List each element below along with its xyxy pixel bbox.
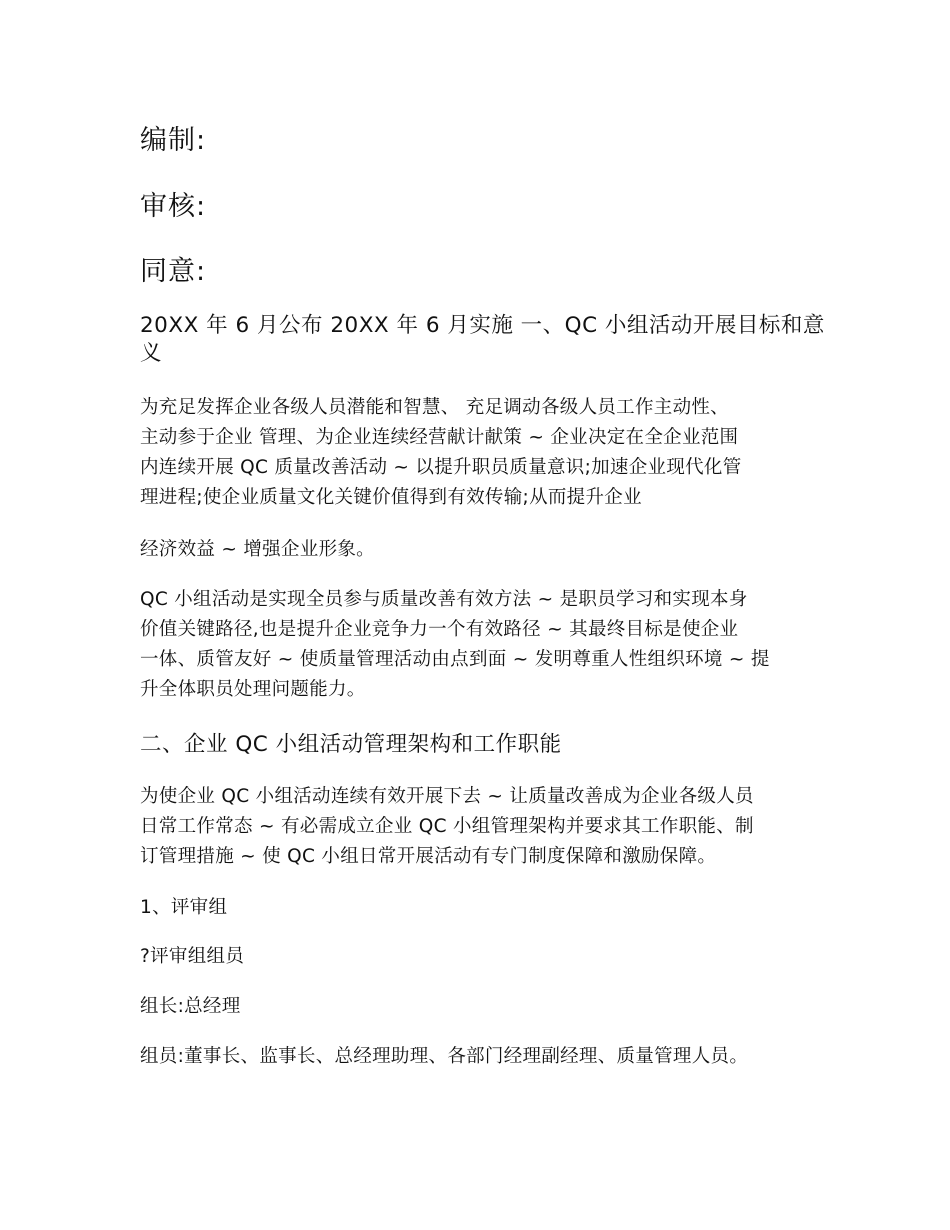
paragraph-line: 内连续开展 QC 质量改善活动 ~ 以提升职员质量意识;加速企业现代化管 <box>140 457 742 478</box>
paragraph-line: 为使企业 QC 小组活动连续有效开展下去 ~ 让质量改善成为企业各级人员 <box>140 786 754 807</box>
signature-compiled: 编制: <box>140 125 207 156</box>
heading-line: 20XX 年 6 月公布 20XX 年 6 月实施 一、QC 小组活动开展目标和意 <box>140 313 825 338</box>
paragraph-line: 一体、质管友好 ~ 使质量管理活动由点到面 ~ 发明尊重人性组织环境 ~ 提 <box>140 649 770 670</box>
heading-line: 义 <box>140 341 163 366</box>
paragraph-line: 理进程;使企业质量文化关键价值得到有效传输;从而提升企业 <box>140 487 642 508</box>
paragraph-qc-activity <box>140 585 815 705</box>
paragraph-line: 价值关键路径,也是提升企业竞争力一个有效路径 ~ 其最终目标是使企业 <box>140 619 739 640</box>
paragraph-purpose <box>140 393 815 513</box>
paragraph-organization <box>140 782 815 872</box>
paragraph-line: 订管理措施 ~ 使 QC 小组日常开展活动有专门制度保障和激励保障。 <box>140 846 717 867</box>
paragraph-line: 升全体职员处理问题能力。 <box>140 679 366 700</box>
paragraph-line: QC 小组活动是实现全员参与质量改善有效方法 ~ 是职员学习和实现本身 <box>140 589 748 610</box>
item-review-group: 1、评审组 <box>140 897 228 918</box>
dates-and-section1-heading <box>140 312 825 368</box>
signature-reviewed: 审核: <box>140 191 207 222</box>
paragraph-benefit <box>140 535 815 565</box>
group-members: 组员:董事长、监事长、总经理助理、各部门经理副经理、质量管理人员。 <box>140 1046 749 1067</box>
item-review-group-members: ?评审组组员 <box>140 946 245 967</box>
group-leader: 组长:总经理 <box>140 996 241 1017</box>
paragraph-line: 经济效益 ~ 增强企业形象。 <box>140 539 375 560</box>
signature-approved: 同意: <box>140 256 207 287</box>
paragraph-line: 主动参于企业 管理、为企业连续经营献计献策 ~ 企业决定在全企业范围 <box>140 427 739 448</box>
paragraph-line: 日常工作常态 ~ 有必需成立企业 QC 小组管理架构并要求其工作职能、制 <box>140 816 754 837</box>
paragraph-line: 为充足发挥企业各级人员潜能和智慧、 充足调动各级人员工作主动性、 <box>140 397 729 418</box>
section2-heading: 二、企业 QC 小组活动管理架构和工作职能 <box>140 732 562 757</box>
